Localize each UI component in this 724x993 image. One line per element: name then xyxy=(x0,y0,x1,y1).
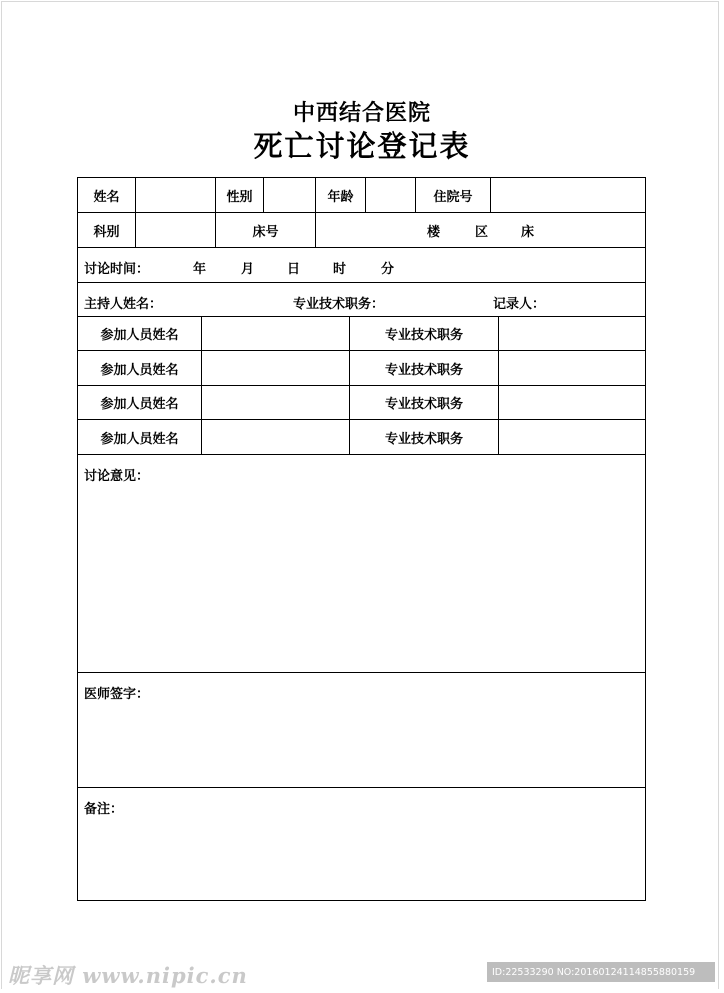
department-field[interactable] xyxy=(135,213,215,247)
patient-info-row xyxy=(78,178,645,212)
bed-no-label: 床号 xyxy=(215,213,315,247)
ward-label: 区 xyxy=(475,224,489,240)
participant-name-label: 参加人员姓名 xyxy=(100,431,179,447)
participant-title-label: 专业技术职务 xyxy=(349,386,498,419)
participant-name-field[interactable] xyxy=(201,317,349,350)
participant-title-field[interactable] xyxy=(498,420,645,454)
admission-no-label: 住院号 xyxy=(415,178,490,212)
host-row[interactable] xyxy=(78,282,645,316)
participant-name-label: 参加人员姓名 xyxy=(100,397,179,412)
participant-row xyxy=(78,419,645,454)
signature-section[interactable] xyxy=(78,672,645,787)
department-label: 科别 xyxy=(93,224,120,240)
hospital-name: 中西结合医院 xyxy=(292,101,431,126)
year-label: 年 xyxy=(193,262,207,277)
host-name-label: 主持人姓名： xyxy=(84,297,163,312)
participant-title-field[interactable] xyxy=(498,317,645,350)
minute-label: 分 xyxy=(381,262,395,277)
month-label: 月 xyxy=(241,262,255,277)
name-label: 姓名 xyxy=(93,189,120,205)
form-title: 死亡讨论登记表 xyxy=(253,129,471,163)
opinion-section[interactable] xyxy=(78,454,645,672)
building-label: 楼 xyxy=(427,224,441,240)
age-label: 年龄 xyxy=(315,178,365,212)
participant-title-field[interactable] xyxy=(498,351,645,385)
department-row xyxy=(78,212,645,247)
discussion-time-label: 讨论时间： xyxy=(84,262,150,277)
participant-row xyxy=(78,350,645,385)
remarks-section[interactable] xyxy=(78,787,645,899)
participant-name-label: 参加人员姓名 xyxy=(100,328,179,343)
recorder-label: 记录人： xyxy=(493,297,546,312)
participant-name-label: 参加人员姓名 xyxy=(100,362,179,378)
participant-title-field[interactable] xyxy=(498,386,645,419)
participant-title-label: 专业技术职务 xyxy=(349,351,498,385)
admission-no-field[interactable] xyxy=(490,178,645,212)
discussion-time-row[interactable] xyxy=(78,247,645,282)
gender-label: 性别 xyxy=(215,178,263,212)
image-id-banner: ID:22533290 NO:20160124114855880159 xyxy=(487,962,715,982)
signature-label: 医师签字： xyxy=(84,687,150,702)
watermark-text: 昵享网 www.nipic.cn xyxy=(8,963,248,988)
bed-label: 床 xyxy=(521,224,535,240)
host-title-label: 专业技术职务： xyxy=(293,297,385,312)
participant-name-field[interactable] xyxy=(201,420,349,454)
participant-row xyxy=(78,385,645,419)
registration-form xyxy=(77,177,646,901)
remarks-label: 备注： xyxy=(84,802,124,817)
participant-name-field[interactable] xyxy=(201,386,349,419)
age-field[interactable] xyxy=(365,178,415,212)
bed-location-field[interactable] xyxy=(315,213,645,247)
day-label: 日 xyxy=(287,262,301,277)
participant-name-field[interactable] xyxy=(201,351,349,385)
name-field[interactable] xyxy=(135,178,215,212)
gender-field[interactable] xyxy=(263,178,315,212)
hour-label: 时 xyxy=(333,262,347,277)
participant-title-label: 专业技术职务 xyxy=(349,420,498,454)
opinion-label: 讨论意见： xyxy=(84,469,150,484)
participant-title-label: 专业技术职务 xyxy=(349,317,498,350)
participant-row xyxy=(78,316,645,350)
